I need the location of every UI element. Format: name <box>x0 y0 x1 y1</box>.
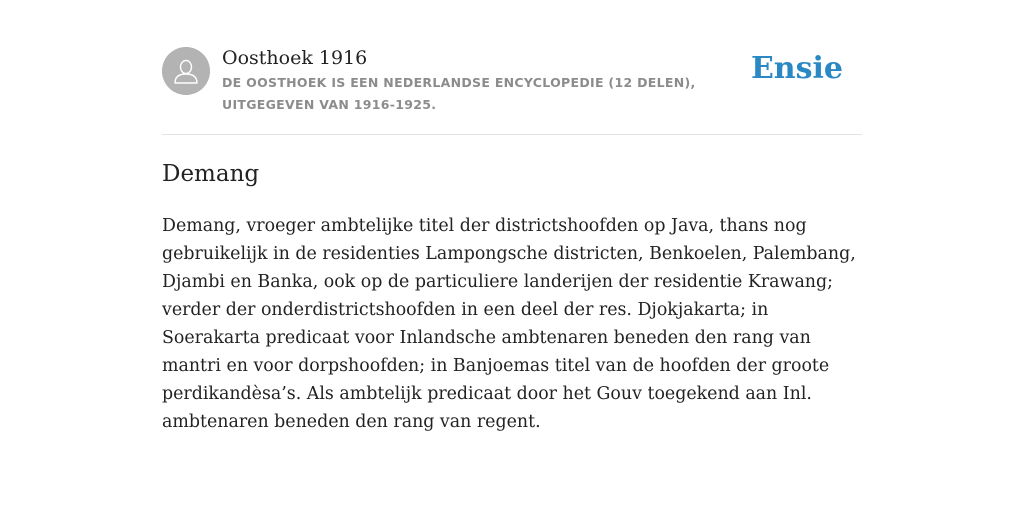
user-silhouette-icon[interactable] <box>162 47 210 95</box>
author-name[interactable]: Oosthoek 1916 <box>222 47 368 69</box>
article-body: Demang, vroeger ambtelijke titel der districtshoofden op Java, thans nog gebruikelijk in de residenties Lampongsche districten, Benkoelen, Palembang, Djambi en Banka, ook op de particuliere landerijen der residentie Krawang; verder der onderdistrictshoofden in een deel der res. Djokjakarta; in Soerakarta predicaat voor Inlandsche ambtenaren beneden den rang van mantri en voor dorpshoofden; in Banjoemas titel van de hoofden der groote perdikandèsa’s. Als ambtelijk predicaat door het Gouv toegekend aan Inl. ambtenaren beneden den rang van regent. <box>162 216 856 432</box>
ensie-logo[interactable]: Ensie <box>750 51 843 86</box>
article-title: Demang <box>162 161 260 187</box>
author-header <box>162 0 862 135</box>
page-container <box>162 0 862 432</box>
author-description: DE OOSTHOEK IS EEN NEDERLANDSE ENCYCLOPEDIE (12 DELEN), UITGEGEVEN VAN 1916-1925. <box>222 75 696 112</box>
